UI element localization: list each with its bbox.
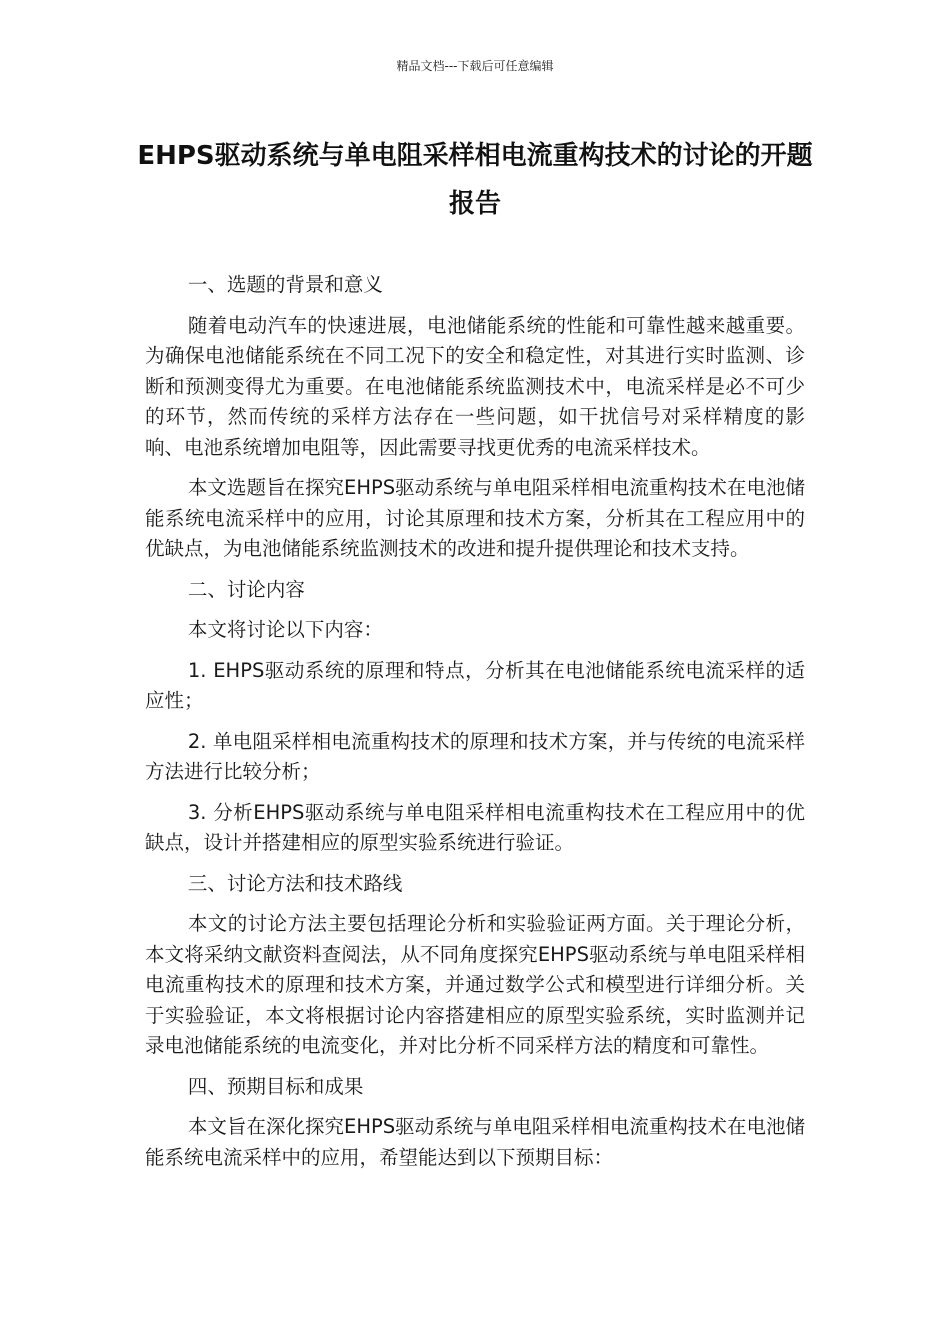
section-heading: 二、讨论内容 (187, 577, 305, 601)
paragraph: 本文选题旨在探究EHPS驱动系统与单电阻采样相电流重构技术在电池储能系统电流采样中的应用，讨论其原理和技术方案，分析其在工程应用中的优缺点，为电池储能系统监测技术的改进和提升提供理论和技术支持。 (145, 476, 805, 560)
section-heading: 三、讨论方法和技术路线 (187, 871, 403, 895)
page-header: 精品文档---下载后可任意编辑 (396, 59, 554, 73)
list-item: 1. EHPS驱动系统的原理和特点，分析其在电池储能系统电流采样的适应性； (145, 658, 805, 712)
list-item: 2. 单电阻采样相电流重构技术的原理和技术方案，并与传统的电流采样方法进行比较分析； (145, 729, 805, 783)
list-item: 3. 分析EHPS驱动系统与单电阻采样相电流重构技术在工程应用中的优缺点，设计并搭建相应的原型实验系统进行验证。 (145, 800, 805, 854)
paragraph: 随着电动汽车的快速进展，电池储能系统的性能和可靠性越来越重要。为确保电池储能系统在不同工况下的安全和稳定性，对其进行实时监测、诊断和预测变得尤为重要。在电池储能系统监测技术中，电流采样是必不可少的环节，然而传统的采样方法存在一些问题，如干扰信号对采样精度的影响、电池系统增加电阻等，因此需要寻找更优秀的电流采样技术。 (145, 313, 805, 459)
paragraph: 本文旨在深化探究EHPS驱动系统与单电阻采样相电流重构技术在电池储能系统电流采样中的应用，希望能达到以下预期目标： (145, 1115, 805, 1169)
section-heading: 一、选题的背景和意义 (187, 273, 383, 296)
section-heading: 四、预期目标和成果 (187, 1074, 364, 1098)
document-title: EHPS驱动系统与单电阻采样相电流重构技术的讨论的开题报告 (137, 141, 813, 219)
paragraph: 本文将讨论以下内容： (187, 618, 383, 641)
document-body (145, 270, 805, 1183)
paragraph: 本文的讨论方法主要包括理论分析和实验验证两方面。关于理论分析，本文将采纳文献资料查阅法，从不同角度探究EHPS驱动系统与单电阻采样相电流重构技术的原理和技术方案，并通过数学公式和模型进行详细分析。关于实验验证，本文将根据讨论内容搭建相应的原型实验系统，实时监测并记录电池储能系统的电流变化，并对比分析不同采样方法的精度和可靠性。 (145, 912, 805, 1057)
